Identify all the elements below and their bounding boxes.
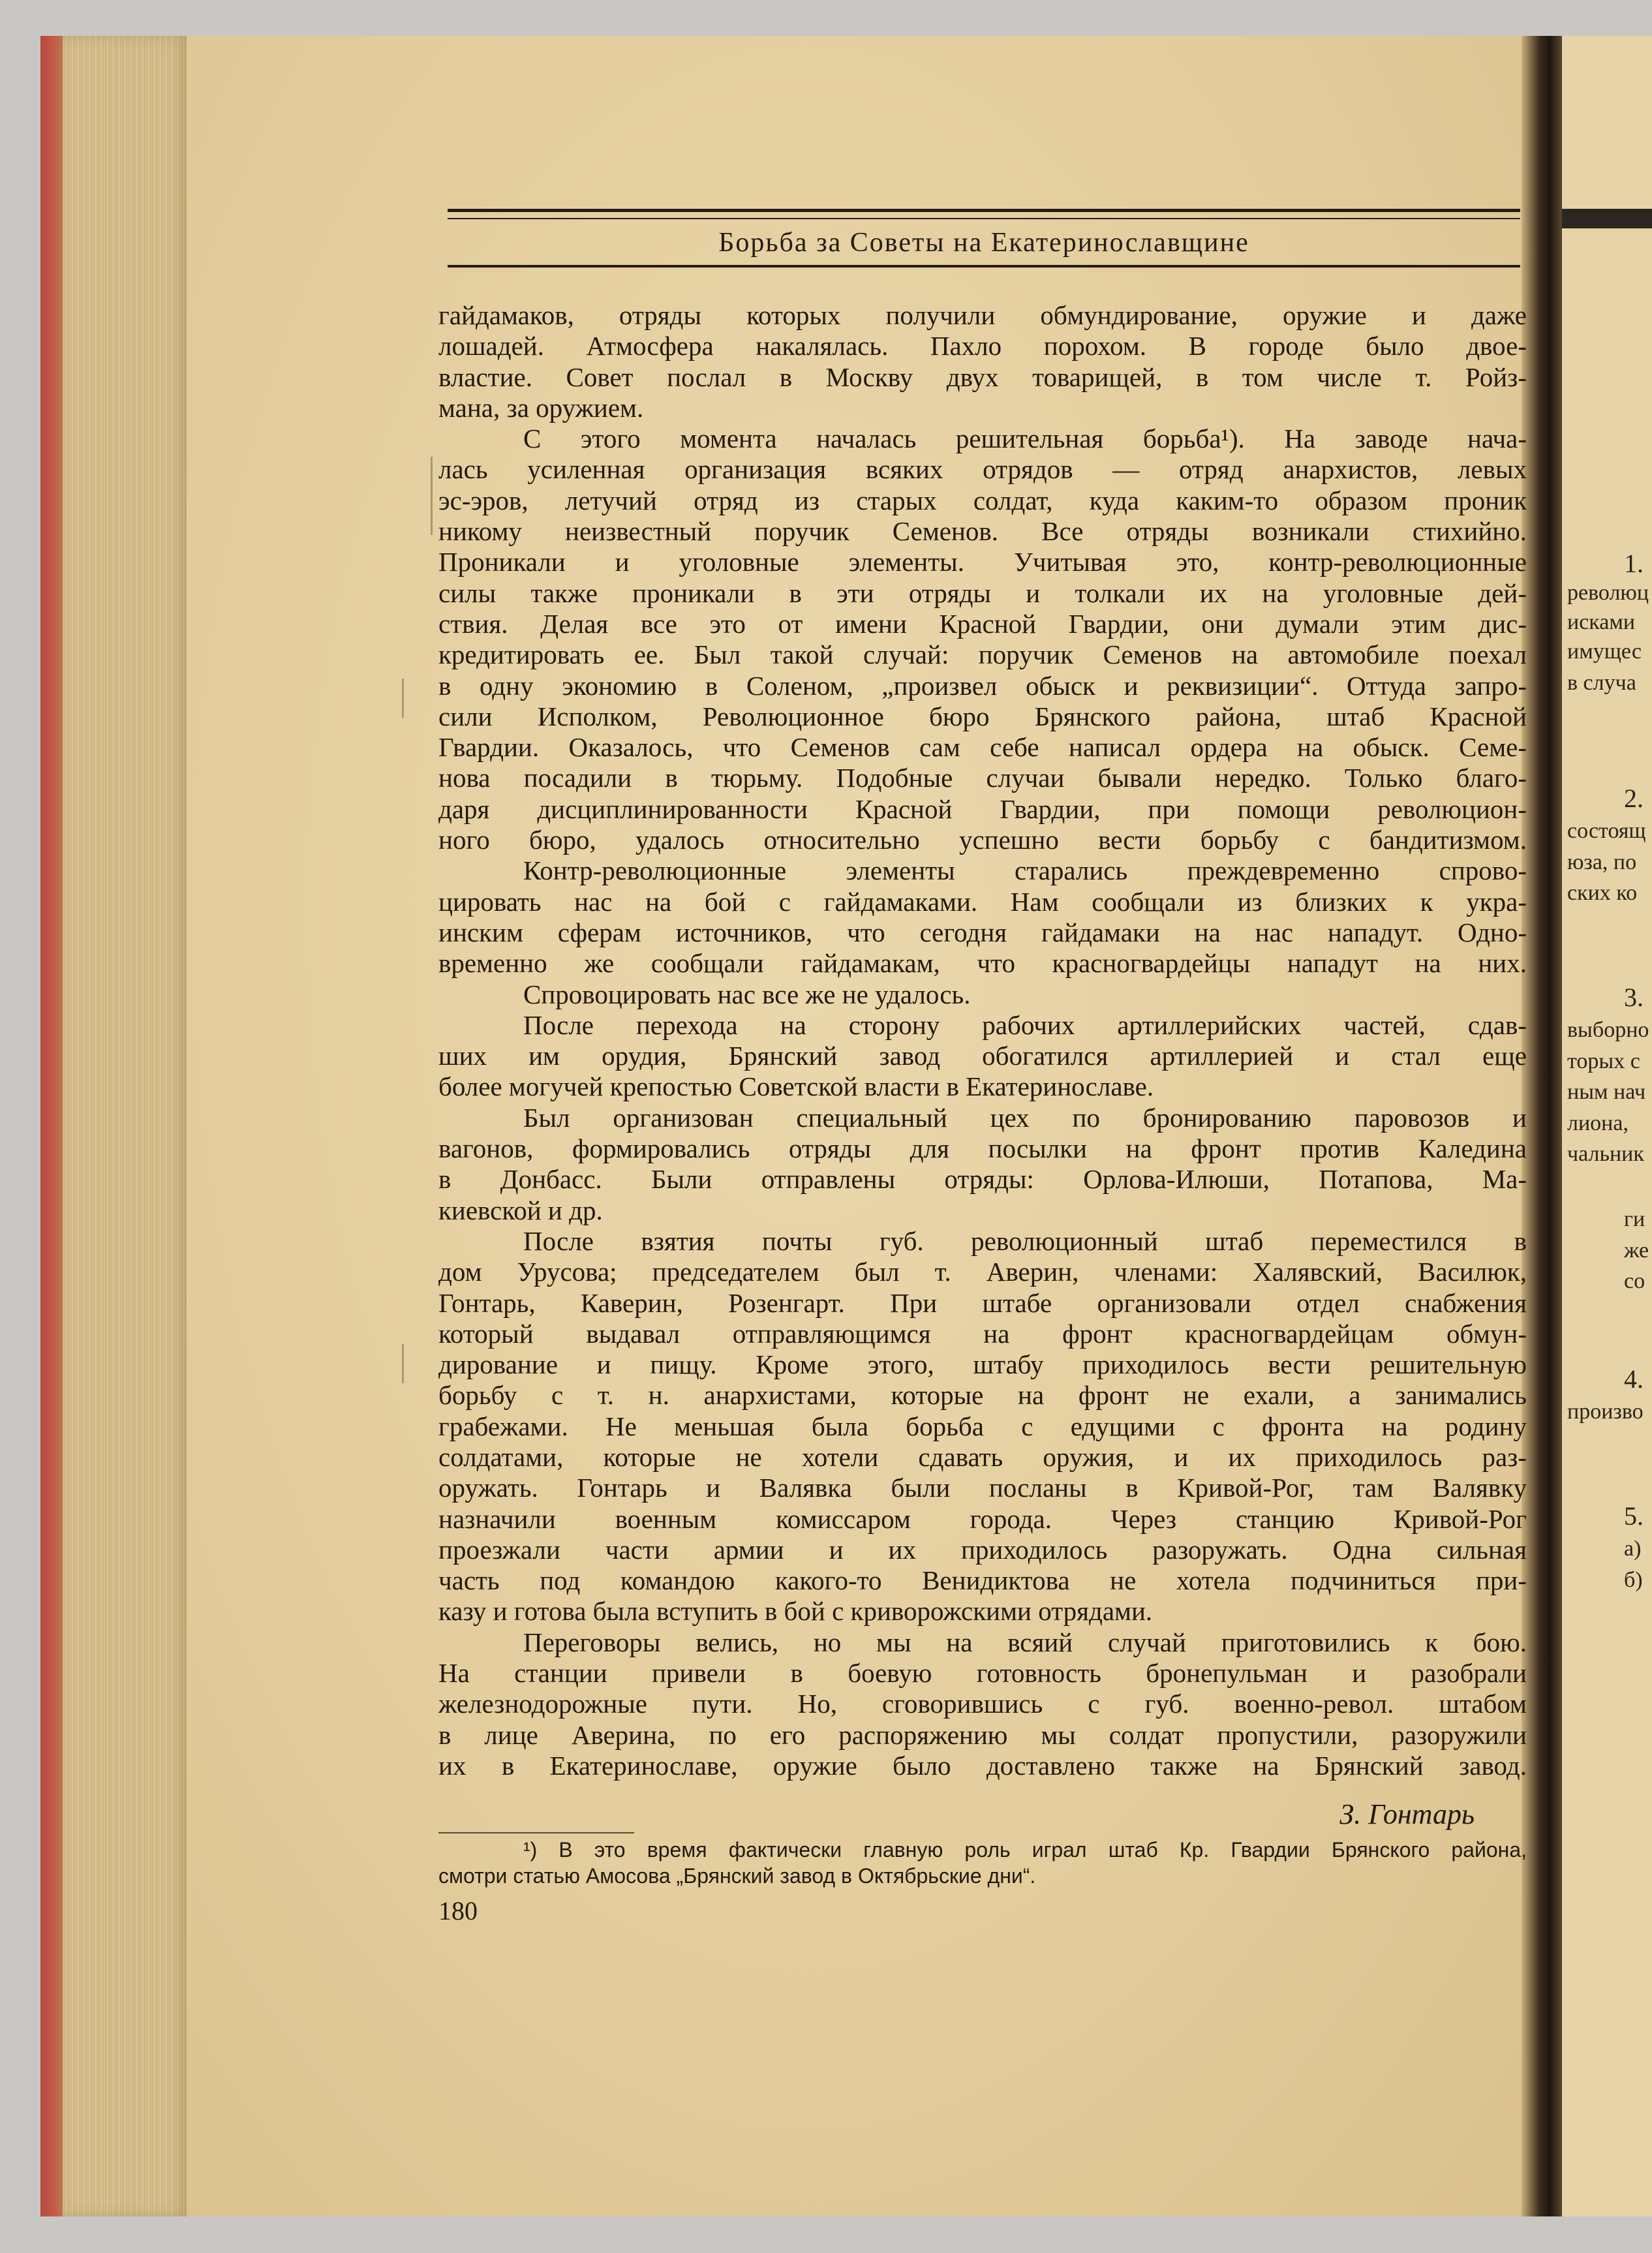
- footnote-rule: [438, 1832, 634, 1833]
- text-line: После перехода на сторону рабочих артиллерийских частей, сдав-: [523, 1009, 1527, 1040]
- right-page-text-fragment: ным нач: [1567, 1080, 1646, 1104]
- text-line: более могучей крепостью Советской власти в Екатеринославе.: [438, 1071, 1154, 1102]
- right-page-text-fragment: революц: [1567, 581, 1649, 605]
- text-line: даря дисциплинированности Красной Гвардии, при помощи революцион-: [438, 793, 1527, 824]
- text-line: На станции привели в боевую готовность бронепульман и разобрали: [438, 1658, 1527, 1689]
- text-line: силы также проникали в эти отряды и толкали их на уголовные дей-: [438, 577, 1527, 608]
- text-line: мана, за оружием.: [438, 392, 644, 423]
- text-line: в Донбасс. Были отправлены отряды: Орлова-Илюши, Потапова, Ма-: [438, 1164, 1527, 1195]
- body-text: [438, 300, 1527, 1781]
- header-rule-top: [448, 209, 1520, 212]
- text-line: эс-эров, летучий отряд из старых солдат, куда каким-то образом проник: [438, 485, 1527, 515]
- text-line: казу и готова была вступить в бой с криворожскими отрядами.: [438, 1596, 1153, 1627]
- pencil-mark: [431, 457, 433, 535]
- right-page-text-fragment: 4.: [1624, 1364, 1644, 1394]
- right-page-text-fragment: имущес: [1567, 639, 1642, 664]
- header-rule-top-thin: [448, 218, 1520, 219]
- text-line: часть под командою какого-то Венидиктова не хотела подчиниться при-: [438, 1565, 1527, 1596]
- book-cover-edge: [40, 36, 63, 2216]
- pencil-mark: [402, 679, 404, 718]
- text-line: нова посадили в тюрьму. Подобные случаи бывали нередко. Только благо-: [438, 763, 1527, 793]
- text-line: киевской и др.: [438, 1195, 603, 1225]
- text-line: назначили военным комиссаром города. Через станцию Кривой-Рог: [438, 1503, 1527, 1534]
- text-line: цировать нас на бой с гайдамаками. Нам сообщали из близких к укра-: [438, 886, 1527, 917]
- right-page-text-fragment: 5.: [1624, 1501, 1644, 1531]
- text-line: железнодорожные пути. Но, сговорившись с губ. военно-револ. штабом: [438, 1689, 1527, 1719]
- footnote-line: ¹) В это время фактически главную роль играл штаб Кр. Гвардии Брянского района,: [523, 1838, 1527, 1862]
- right-page-header-bar: [1562, 209, 1652, 228]
- text-line: солдатами, которые не хотели сдавать оружия, и их приходилось раз-: [438, 1441, 1527, 1472]
- text-line: ного бюро, удалось относительно успешно вести борьбу с бандитизмом.: [438, 825, 1527, 855]
- text-line: никому неизвестный поручик Семенов. Все отряды возникали стихийно.: [438, 516, 1527, 547]
- text-line: кредитировать ее. Был такой случай: поручик Семенов на автомобиле поехал: [438, 639, 1527, 670]
- text-line: оружать. Гонтарь и Валявка были посланы в Кривой-Рог, там Валявку: [438, 1473, 1527, 1503]
- right-page-fragment: [1562, 36, 1652, 2216]
- text-line: который выдавал отправляющимся на фронт красногвардейцам обмун-: [438, 1318, 1527, 1349]
- right-page-text-fragment: лиона,: [1567, 1111, 1629, 1135]
- text-line: их в Екатеринославе, оружие было доставлено также на Брянский завод.: [438, 1750, 1527, 1781]
- right-page-text-fragment: выборно: [1567, 1018, 1649, 1042]
- pencil-mark: [402, 1344, 404, 1383]
- header-rule-bottom: [448, 265, 1520, 268]
- text-line: борьбу с т. н. анархистами, которые на фронт не ехали, а занимались: [438, 1380, 1527, 1411]
- text-line: Проникали и уголовные элементы. Учитывая это, контр-революционные: [438, 547, 1527, 577]
- text-line: грабежами. Не меньшая была борьба с едущими с фронта на родину: [438, 1411, 1527, 1441]
- text-line: проезжали части армии и их приходилось разоружать. Одна сильная: [438, 1534, 1527, 1565]
- right-page-text-fragment: в случа: [1567, 671, 1636, 695]
- page-number: 180: [438, 1896, 478, 1925]
- right-page-text-fragment: 1.: [1624, 549, 1644, 578]
- text-line: временно же сообщали гайдамакам, что красногвардейцы нападут на них.: [438, 948, 1527, 979]
- right-page-text-fragment: произво: [1567, 1400, 1644, 1424]
- text-line: лошадей. Атмосфера накалялась. Пахло порохом. В городе было двое-: [438, 331, 1527, 361]
- text-line: ших им орудия, Брянский завод обогатился артиллерией и стал еще: [438, 1041, 1527, 1071]
- text-line: дом Урусова; председателем был т. Аверин, членами: Халявский, Василюк,: [438, 1257, 1527, 1287]
- text-line: инским сферам источников, что сегодня гайдамаки на нас нападут. Одно-: [438, 917, 1527, 947]
- right-page-text-fragment: ских ко: [1567, 881, 1638, 905]
- right-page-text-fragment: ги: [1624, 1207, 1645, 1231]
- text-line: гайдамаков, отряды которых получили обмундирование, оружие и даже: [438, 300, 1527, 330]
- footnote: [438, 1837, 1527, 1889]
- right-page-text-fragment: же: [1624, 1238, 1649, 1263]
- right-page-text-fragment: а): [1624, 1537, 1642, 1561]
- right-page-text-fragment: состоящ: [1567, 819, 1646, 843]
- right-page-text-fragment: торых с: [1567, 1049, 1640, 1073]
- text-line: С этого момента началась решительная борьба¹). На заводе нача-: [523, 423, 1527, 454]
- text-line: в одну экономию в Соленом, „произвел обыск и реквизиции“. Оттуда запро-: [438, 670, 1527, 701]
- text-line: Гонтарь, Каверин, Розенгарт. При штабе организовали отдел снабжения: [438, 1287, 1527, 1318]
- text-line: дирование и пищу. Кроме этого, штабу приходилось вести решительную: [438, 1349, 1527, 1380]
- text-line: Гвардии. Оказалось, что Семенов сам себе написал ордера на обыск. Семе-: [438, 732, 1527, 763]
- text-line: Переговоры велись, но мы на всяий случай приготовились к бою.: [523, 1627, 1527, 1657]
- right-page-text-fragment: исками: [1567, 610, 1636, 634]
- right-page-text-fragment: чальник: [1567, 1142, 1644, 1166]
- text-line: Был организован специальный цех по бронированию паровозов и: [523, 1102, 1527, 1133]
- book-gutter: [1522, 36, 1562, 2216]
- page-edges: [63, 36, 187, 2216]
- right-page-text-fragment: б): [1624, 1568, 1643, 1592]
- right-page-text-fragment: со: [1624, 1269, 1645, 1293]
- author-signature: З. Гонтарь: [1339, 1798, 1475, 1830]
- right-page-text-fragment: юза, по: [1567, 850, 1637, 874]
- footnote-line: смотри статью Амосова „Брянский завод в Октябрьские дни“.: [438, 1864, 1036, 1888]
- text-line: вагонов, формировались отряды для посылки на фронт против Каледина: [438, 1133, 1527, 1164]
- text-line: сили Исполком, Революционное бюро Брянского района, штаб Красной: [438, 701, 1527, 731]
- running-head: Борьба за Советы на Екатеринославщине: [718, 228, 1249, 258]
- text-line: После взятия почты губ. революционный штаб переместился в: [523, 1225, 1527, 1256]
- text-line: ствия. Делая все это от имени Красной Гвардии, они думали этим дис-: [438, 608, 1527, 639]
- text-line: в лице Аверина, по его распоряжению мы солдат пропустили, разоружили: [438, 1719, 1527, 1750]
- text-line: лась усиленная организация всяких отрядов — отряд анархистов, левых: [438, 454, 1527, 485]
- text-line: властие. Совет послал в Москву двух товарищей, в том числе т. Ройз-: [438, 361, 1527, 392]
- right-page-text-fragment: 3.: [1624, 983, 1644, 1012]
- text-line: Контр-революционные элементы старались преждевременно спрово-: [523, 855, 1527, 886]
- text-line: Спровоцировать нас все же не удалось.: [523, 979, 971, 1009]
- right-page-text-fragment: 2.: [1624, 784, 1644, 813]
